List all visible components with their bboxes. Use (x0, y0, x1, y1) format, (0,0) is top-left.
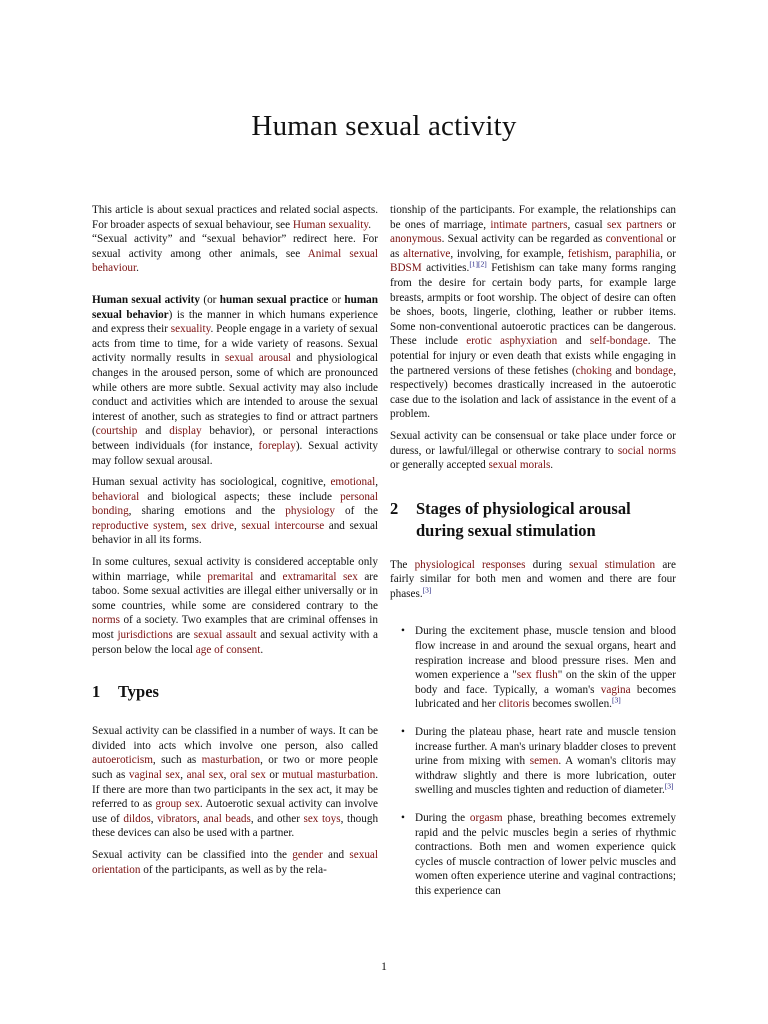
section-heading-stages: 2 Stages of physiological arousal during sexual stimulation (390, 498, 631, 540)
link-behavioral[interactable]: behavioral (92, 490, 140, 503)
link-choking[interactable]: choking (575, 364, 612, 377)
right-column (390, 203, 676, 912)
link-intimate-partners[interactable]: intimate partners (490, 218, 568, 231)
link-mutual-masturbation[interactable]: mutual masturbation (282, 769, 376, 781)
link-gender[interactable]: gender (292, 848, 323, 861)
link-sex-toys[interactable]: sex toys (303, 812, 341, 825)
link-sexual-morals[interactable]: sexual morals (488, 459, 551, 472)
link-sex-partners[interactable]: sex partners (606, 218, 663, 231)
citation-3[interactable]: [3] (664, 781, 674, 791)
article-title: Human sexual activity (251, 110, 517, 142)
link-sexual-arousal[interactable]: sexual arousal (224, 352, 292, 365)
link-vibrators[interactable]: vibrators (157, 812, 197, 825)
link-self-bondage[interactable]: self-bondage (589, 335, 648, 348)
list-item-orgasm-phase: • During the orgasm phase, breathing becomes extremely rapid and the pelvic muscles begin a series of rhythmic contractions. Both men and women experience quick cycles of muscle contraction of lower pelvic muscles and women often experience uterine and vaginal contractions; this experience can (390, 811, 676, 899)
types-paragraph-2-continued: tionship of the participants. For example, the relationships can be ones of marriage, intimate partners, casual sex partners or anonymous. Sexual activity can be regarded as conventional or as alternative, involving, for example, fetishism, paraphilia, or BDSM activities.[1][2] Fetishism can take many forms ranging from the desire for certain body parts, for example large breasts, armpits or foot worship. The object of desire can often be shoes, boots, lingerie, clothing, leather or rubber items. Some non-conventional autoerotic practices can be dangerous. These include erotic asphyxiation and self-bondage. The potential for injury or even death that exists while engaging in the partnered versions of these fetishes (choking and bondage, respectively) becomes drastically increased in the autoerotic case due to the isolation and lack of assistance in the event of a problem. (390, 204, 677, 421)
link-jurisdictions[interactable]: jurisdictions (117, 629, 173, 642)
cultures-paragraph: In some cultures, sexual activity is considered acceptable only within marriage, while premarital and extramarital sex are taboo. Some sexual activities are illegal either universally or in some countries, while some are considered contrary to the norms of a society. Two examples that are criminal offenses in most jurisdictions are sexual assault and sexual activity with a person below the local age of consent. (92, 556, 378, 656)
list-item-excitement-phase: • During the excitement phase, muscle tension and blood flow increase in and around the sexual organs, heart and respiration increase and blood pressure rises. Men and women experience a "sex flush" on the skin of the upper body and face. Typically, a woman's vagina becomes lubricated and her clitoris becomes swollen.[3] (390, 624, 676, 712)
link-courtship[interactable]: courtship (95, 425, 138, 438)
link-sexual-intercourse[interactable]: sexual intercourse (241, 519, 325, 532)
link-sex-flush[interactable]: sex flush (516, 669, 558, 682)
link-age-of-consent[interactable]: age of consent (195, 643, 261, 656)
link-bondage[interactable]: bondage (635, 364, 674, 377)
link-fetishism[interactable]: fetishism (567, 247, 609, 260)
link-physiology[interactable]: physiology (285, 505, 335, 518)
link-sexual-stimulation[interactable]: sexual stimulation (569, 558, 656, 571)
hatnote: This article is about sexual practices and related social aspects. For broader aspects of sexual behaviour, see Human sexuality. “Sexual activity” and “sexual behavior” redirect here. For sexual activity among other animals, see Animal sexual behaviour. (92, 204, 378, 275)
link-extramarital-sex[interactable]: extramarital sex (282, 570, 358, 583)
link-sexual-orientation[interactable]: sexual orientation (92, 848, 378, 876)
link-premarital[interactable]: premarital (207, 570, 254, 583)
link-semen[interactable]: semen (529, 755, 559, 768)
link-sexual-assault[interactable]: sexual assault (193, 629, 257, 642)
link-erotic-asphyxiation[interactable]: erotic asphyxiation (466, 335, 558, 348)
link-group-sex[interactable]: group sex (155, 798, 200, 811)
list-item-plateau-phase: • During the plateau phase, heart rate and muscle tension increase further. A man's urinary bladder closes to prevent urine from mixing with semen. A woman's clitoris may withdraw slightly and there is more lubrication, outer swelling and muscles tighten and reduction of diameter.[3] (390, 725, 676, 798)
link-sex-drive[interactable]: sex drive (191, 519, 234, 532)
link-foreplay[interactable]: foreplay (258, 439, 296, 452)
citation-1-2[interactable]: [1][2] (469, 259, 487, 269)
link-autoeroticism[interactable]: autoeroticism (92, 754, 153, 767)
page-number: 1 (381, 961, 387, 973)
link-vagina[interactable]: vagina (600, 683, 631, 696)
citation-3[interactable]: [3] (611, 695, 621, 705)
section-heading-types: 1 Types (92, 682, 159, 702)
link-personal-bonding[interactable]: personal bonding (92, 490, 378, 518)
link-oral-sex[interactable]: oral sex (230, 769, 266, 781)
link-emotional[interactable]: emotional (330, 476, 376, 489)
link-clitoris[interactable]: clitoris (498, 698, 530, 711)
left-column (92, 203, 378, 884)
link-alternative[interactable]: alternative (403, 247, 451, 260)
link-display[interactable]: display (169, 425, 202, 438)
link-reproductive-system[interactable]: reproductive system (92, 519, 185, 532)
link-anal-sex[interactable]: anal sex (186, 769, 224, 781)
link-masturbation[interactable]: masturbation (201, 754, 261, 767)
aspects-paragraph: Human sexual activity has sociological, cognitive, emotional, behavioral and biological aspects; these include personal bonding, sharing emotions and the physiology of the reproductive system, sex drive, sexual intercourse and sexual behavior in all its forms. (92, 476, 379, 547)
phase-list (390, 624, 676, 898)
link-orgasm[interactable]: orgasm (469, 812, 503, 824)
link-anal-beads[interactable]: anal beads (203, 812, 251, 825)
link-norms[interactable]: norms (92, 614, 120, 627)
stages-paragraph: The physiological responses during sexual stimulation are fairly similar for both men and women and there are four phases.[3] (390, 558, 676, 600)
intro-paragraph: Human sexual activity (or human sexual practice or human sexual behavior) is the manner in which humans experience and express their sexuality. People engage in a variety of sexual acts from time to time, for a wide variety of reasons. Sexual activity normally results in sexual arousal and physiological changes in the aroused person, some of which are pronounced while others are more subtle. Sexual activity may also include conduct and activities which are intended to arouse the sexual interest of another, such as strategies to find or attract partners (courtship and display behavior), or personal interactions between individuals (for instance, foreplay). Sexual activity may follow sexual arousal. (92, 293, 378, 467)
link-social-norms[interactable]: social norms (617, 444, 676, 457)
citation-3[interactable]: [3] (422, 585, 432, 595)
types-paragraph-1: Sexual activity can be classified in a number of ways. It can be divided into acts which involve one person, also called autoeroticism, such as masturbation, or two or more people such as vaginal sex, anal sex, oral sex or mutual masturbation. If there are more than two participants in the sex act, it may be referred to as group sex. Autoerotic sexual activity can involve use of dildos, vibrators, anal beads, and other sex toys, though these devices can also be used with a partner. (92, 725, 379, 840)
types-paragraph-2: Sexual activity can be classified into the gender and sexual orientation of the participants, as well as by the rela- (92, 848, 378, 876)
link-anonymous[interactable]: anonymous (390, 233, 442, 246)
link-bdsm[interactable]: BDSM (390, 262, 422, 275)
link-vaginal-sex[interactable]: vaginal sex (128, 769, 181, 781)
link-human-sexuality[interactable]: Human sexuality (292, 218, 369, 231)
link-dildos[interactable]: dildos (123, 812, 151, 825)
link-paraphilia[interactable]: paraphilia (615, 247, 661, 260)
types-paragraph-3: Sexual activity can be consensual or take place under force or duress, or lawful/illegal or otherwise contrary to social norms or generally accepted sexual morals. (390, 429, 676, 472)
link-sexuality[interactable]: sexuality (170, 323, 211, 336)
link-conventional[interactable]: conventional (605, 233, 664, 246)
link-physiological-responses[interactable]: physiological responses (414, 558, 526, 571)
link-animal-sexual-behaviour[interactable]: Animal sexual behaviour (92, 247, 378, 275)
